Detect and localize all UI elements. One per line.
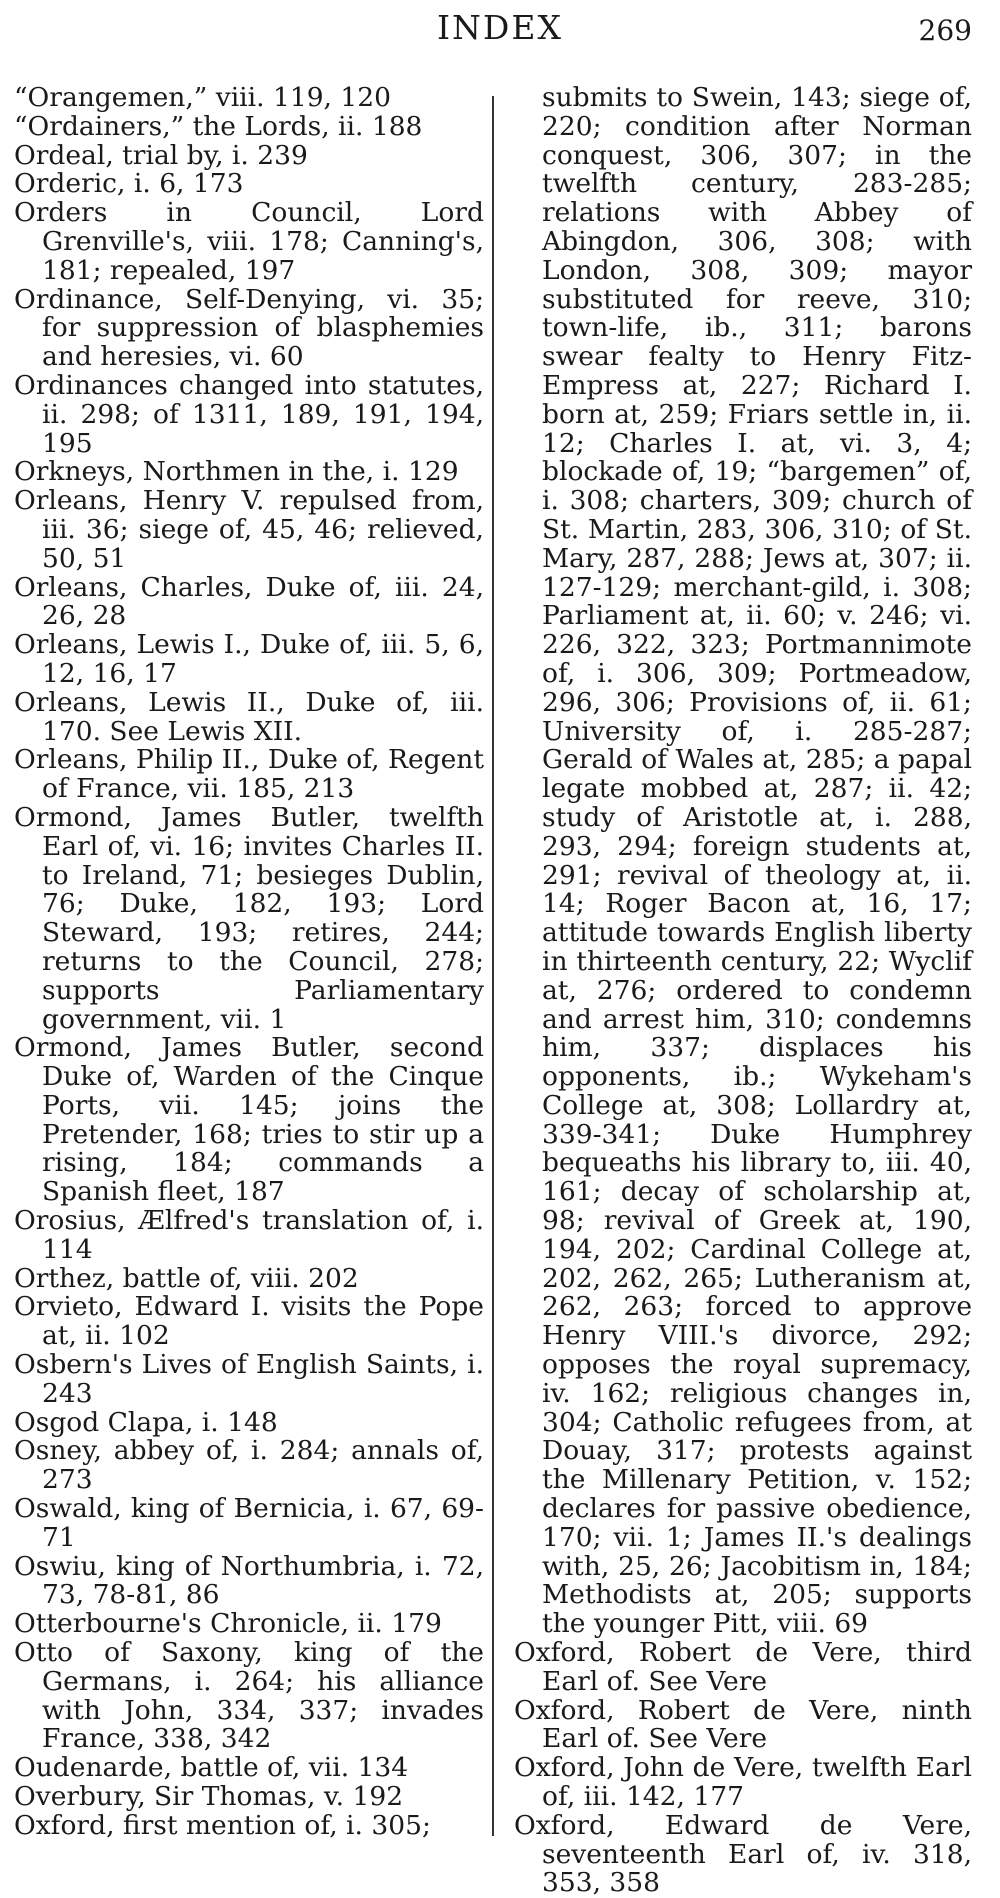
page-title: INDEX: [437, 8, 563, 47]
index-entry: Oxford, Robert de Vere, third Earl of. See Vere: [514, 1637, 972, 1697]
index-entry: Ormond, James Butler, twelfth Earl of, vi. 16; invites Charles II. to Ireland, 71; besieges Dublin, 76; Duke, 182, 193; Lord Steward, 193; retires, 244; returns to the Council, 278; supports Parliamentary government, vii. 1: [14, 801, 484, 1035]
index-entry: Orkneys, Northmen in the, i. 129: [14, 456, 459, 488]
index-entry: Ordinance, Self-Denying, vi. 35; for suppression of blasphemies and heresies, vi. 60: [14, 283, 484, 373]
index-entry: Ormond, James Butler, second Duke of, Warden of the Cinque Ports, vii. 145; joins the Pretender, 168; tries to stir up a rising, 184; commands a Spanish fleet, 187: [14, 1032, 484, 1208]
index-entry: Orosius, Ælfred's translation of, i. 114: [14, 1205, 484, 1265]
index-entry: Orleans, Philip II., Duke of, Regent of France, vii. 185, 213: [14, 744, 484, 805]
index-entry: Otterbourne's Chronicle, ii. 179: [14, 1608, 442, 1640]
index-entry: Overbury, Sir Thomas, v. 192: [14, 1781, 404, 1813]
index-entry: Oxford, Robert de Vere, ninth Earl of. See Vere: [514, 1694, 972, 1755]
index-entry: Osbern's Lives of English Saints, i. 243: [14, 1349, 484, 1409]
index-entry-continuation: submits to Swein, 143; siege of, 220; condition after Norman conquest, 306, 307; in the twelfth century, 283-285; relations with Abbey of Abingdon, 306, 308; with London, 308, 309; mayor substituted for reeve, 310; town-life, ib., 311; barons swear fealty to Henry Fitz-Empress at, 227; Richard I. born at, 259; Friars settle in, ii. 12; Charles I. at, vi. 3, 4; blockade of, 19; “bargemen” of, i. 308; charters, 309; church of St. Martin, 283, 306, 310; of St. Mary, 287, 288; Jews at, 307; ii. 127-129; merchant-gild, i. 308; Parliament at, ii. 60; v. 246; vi. 226, 322, 323; Portmannimote of, i. 306, 309; Portmeadow, 296, 306; Provisions of, ii. 61; University of, i. 285-287; Gerald of Wales at, 285; a papal legate mobbed at, 287; ii. 42; study of Aristotle at, i. 288, 293, 294; foreign students at, 291; revival of theology at, ii. 14; Roger Bacon at, 16, 17; attitude towards English liberty in thirteenth century, 22; Wyclif at, 276; ordered to condemn and arrest him, 310; condemns him, 337; displaces his opponents, ib.; Wykeham's College at, 308; Lollardry at, 339-341; Duke Humphrey bequeaths his library to, iii. 40, 161; decay of scholarship at, 98; revival of Greek at, 190, 194, 202; Cardinal College at, 202, 262, 265; Lutheranism at, 262, 263; forced to approve Henry VIII.'s divorce, 292; opposes the royal supremacy, iv. 162; religious changes in, 304; Catholic refugees from, at Douay, 317; protests against the Millenary Petition, v. 152; declares for passive obedience, 170; vii. 1; James II.'s dealings with, 25, 26; Jacobitism in, 184; Methodists at, 205; supports the younger Pitt, viii. 69: [542, 82, 972, 1640]
index-entry: Osgod Clapa, i. 148: [14, 1406, 278, 1438]
index-entry: Orleans, Lewis I., Duke of, iii. 5, 6, 12, 16, 17: [14, 629, 484, 689]
index-entry: Oudenarde, battle of, vii. 134: [14, 1752, 409, 1784]
index-entry: Oswiu, king of Northumbria, i. 72, 73, 78-81, 86: [14, 1550, 484, 1611]
index-entry: Orderic, i. 6, 173: [14, 168, 244, 200]
index-entry: Oxford, Edward de Vere, seventeenth Earl of, iv. 318, 353, 358: [514, 1809, 972, 1898]
index-entry: Orleans, Charles, Duke of, iii. 24, 26, 28: [14, 571, 484, 632]
page-number: 269: [918, 14, 972, 47]
index-entry: Oswald, king of Bernicia, i. 67, 69-71: [14, 1493, 484, 1553]
index-entry: “Ordainers,” the Lords, ii. 188: [14, 110, 423, 142]
index-entry: Ordeal, trial by, i. 239: [14, 139, 308, 171]
index-entry: “Orangemen,” viii. 119, 120: [14, 82, 391, 113]
index-entry: Ordinances changed into statutes, ii. 298; of 1311, 189, 191, 194, 195: [14, 369, 484, 459]
index-entry: Orleans, Henry V. repulsed from, iii. 36; siege of, 45, 46; relieved, 50, 51: [14, 485, 484, 574]
index-entry: Otto of Saxony, king of the Germans, i. 264; his alliance with John, 334, 337; invades France, 338, 342: [14, 1637, 484, 1755]
index-entry: Orleans, Lewis II., Duke of, iii. 170. See Lewis XII.: [14, 686, 484, 747]
index-entry: Orders in Council, Lord Grenville's, viii. 178; Canning's, 181; repealed, 197: [14, 197, 484, 286]
left-column: [14, 84, 484, 1841]
right-column: [514, 84, 972, 1898]
index-entry: Orvieto, Edward I. visits the Pope at, ii. 102: [14, 1291, 484, 1352]
index-entry: Oxford, John de Vere, twelfth Earl of, iii. 142, 177: [514, 1752, 972, 1813]
index-entry: Orthez, battle of, viii. 202: [14, 1262, 359, 1294]
column-divider: [492, 96, 494, 1836]
index-entry: Osney, abbey of, i. 284; annals of, 273: [14, 1435, 484, 1496]
index-entry: Oxford, first mention of, i. 305;: [14, 1809, 431, 1841]
